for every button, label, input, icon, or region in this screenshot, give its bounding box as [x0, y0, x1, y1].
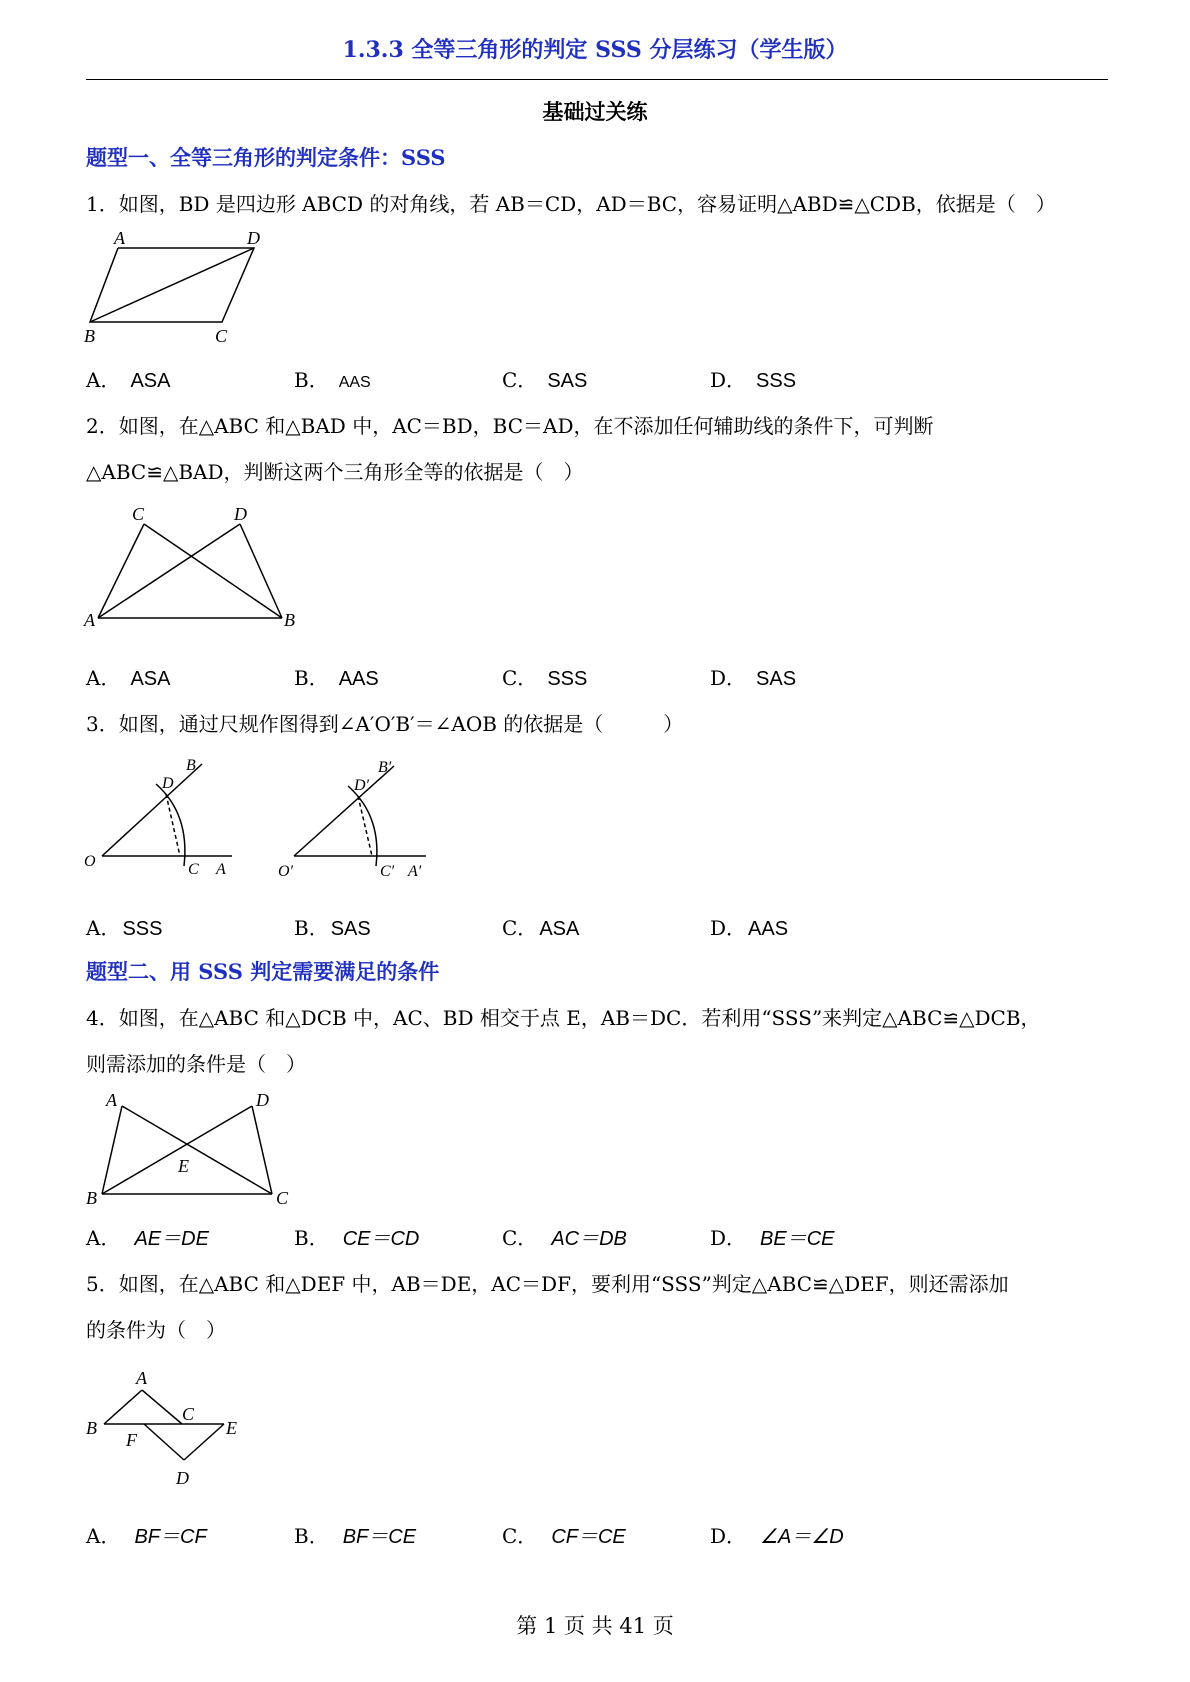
option-value: AE＝DE	[134, 1228, 209, 1250]
segment-ac	[142, 1390, 182, 1424]
question-2-figure	[82, 502, 304, 630]
ray-ob	[102, 764, 202, 856]
question-1-text: 1．如图，BD 是四边形 ABCD 的对角线，若 AB＝CD，AD＝BC，容易证明△ABD≌△CDB，依据是（ ）	[86, 192, 1056, 216]
q4-option-a[interactable]	[86, 1222, 209, 1251]
segment-ab	[104, 1390, 142, 1424]
option-letter: A．	[86, 666, 121, 690]
option-value: ASA	[130, 668, 171, 690]
option-value: AAS	[338, 374, 371, 391]
ray-o-prime-b-prime	[294, 766, 394, 856]
q4-option-d[interactable]	[710, 1222, 835, 1251]
question-2-line2: △ABC≌△BAD，判断这两个三角形全等的依据是（ ）	[86, 460, 584, 484]
option-value: CE＝CD	[342, 1228, 420, 1250]
page-footer: 第 1 页 共 41 页	[516, 1614, 674, 1638]
vertex-label: C	[132, 504, 145, 524]
point-label: A′	[408, 863, 422, 880]
option-value: SAS	[330, 918, 371, 940]
vertex-label: A	[84, 610, 95, 630]
option-letter: A．	[86, 368, 121, 392]
option-letter: C．	[502, 1226, 538, 1250]
q5-option-c[interactable]	[502, 1520, 626, 1549]
option-letter: B．	[294, 1524, 329, 1548]
q2-option-d[interactable]	[710, 662, 796, 691]
option-value: ∠A＝∠D	[760, 1526, 844, 1548]
question-4-line1: 4．如图，在△ABC 和△DCB 中，AC、BD 相交于点 E，AB＝DC．若利用“SSS”来判定△ABC≌△DCB，	[86, 1006, 1041, 1030]
vertex-label: A	[114, 228, 125, 248]
option-value: BE＝CE	[760, 1228, 835, 1250]
question-4-figure	[82, 1090, 302, 1210]
q3-option-d[interactable]	[710, 912, 788, 941]
point-label: C	[188, 861, 199, 878]
vertex-label: F	[126, 1430, 137, 1450]
option-value: SAS	[756, 668, 797, 690]
option-letter: D．	[710, 368, 747, 392]
option-letter: C．	[502, 666, 538, 690]
point-label: B	[186, 757, 196, 774]
vertex-label: B	[84, 326, 95, 346]
point-label: A	[216, 861, 226, 878]
title-divider	[86, 79, 1108, 80]
option-value: BF＝CE	[342, 1526, 417, 1548]
vertex-label: B	[284, 610, 295, 630]
q1-option-d[interactable]	[710, 364, 796, 393]
arc-c-prime-d-prime	[348, 786, 377, 866]
type1-heading: 题型一、全等三角形的判定条件：SSS	[86, 145, 446, 170]
page-title: 1.3.3 全等三角形的判定 SSS 分层练习（学生版）	[342, 37, 848, 63]
option-value: SAS	[547, 370, 588, 392]
segment-de	[184, 1424, 224, 1460]
q5-option-d[interactable]	[710, 1520, 844, 1549]
vertex-label: C	[215, 326, 228, 346]
q2-option-a[interactable]	[86, 662, 170, 691]
option-letter: C．	[502, 916, 538, 940]
segment-ab	[102, 1106, 122, 1194]
option-letter: D．	[710, 1226, 747, 1250]
option-value: CF＝CE	[551, 1526, 626, 1548]
vertex-label: E	[178, 1156, 189, 1176]
option-value: SSS	[756, 370, 797, 392]
q5-option-a[interactable]	[86, 1520, 207, 1549]
point-label: C′	[380, 863, 395, 880]
option-value: AAS	[748, 918, 789, 940]
question-5-line2: 的条件为（ ）	[86, 1318, 226, 1342]
vertex-label: D	[256, 1090, 269, 1110]
option-letter: A．	[86, 1226, 121, 1250]
question-1-figure	[82, 228, 272, 346]
question-5-figure	[82, 1358, 252, 1488]
q2-option-b[interactable]	[294, 662, 379, 691]
vertex-label: D	[176, 1468, 189, 1488]
vertex-label: D	[247, 228, 260, 248]
option-letter: D．	[710, 1524, 747, 1548]
type2-heading: 题型二、用 SSS 判定需要满足的条件	[86, 959, 440, 984]
option-letter: B．	[294, 666, 329, 690]
point-label: O′	[278, 863, 294, 880]
arc-cd	[156, 784, 185, 866]
segment-fd	[144, 1424, 184, 1460]
point-label: O	[84, 853, 96, 870]
q3-option-c[interactable]	[502, 912, 579, 941]
q1-option-c[interactable]	[502, 364, 587, 393]
vertex-label: D	[234, 504, 247, 524]
option-value: SSS	[547, 668, 588, 690]
option-value: BF＝CF	[134, 1526, 207, 1548]
option-value: AAS	[338, 668, 379, 690]
q4-option-c[interactable]	[502, 1222, 627, 1251]
point-label: D	[162, 775, 174, 792]
q1-option-b[interactable]	[294, 364, 371, 393]
option-letter: D．	[710, 916, 747, 940]
option-value: ASA	[130, 370, 171, 392]
option-letter: A．	[86, 1524, 121, 1548]
question-4-line2: 则需添加的条件是（ ）	[86, 1052, 306, 1076]
option-value: AC＝DB	[551, 1228, 627, 1250]
option-letter: D．	[710, 666, 747, 690]
option-letter: C．	[502, 1524, 538, 1548]
option-letter: C．	[502, 368, 538, 392]
point-label: D′	[354, 777, 370, 794]
question-5-line1: 5．如图，在△ABC 和△DEF 中，AB＝DE，AC＝DF，要利用“SSS”判定△ABC≌△DEF，则还需添加	[86, 1272, 1009, 1296]
question-2-line1: 2．如图，在△ABC 和△BAD 中，AC＝BD，BC＝AD，在不添加任何辅助线的条件下，可判断	[86, 414, 934, 438]
option-value: SSS	[122, 918, 163, 940]
q1-option-a[interactable]	[86, 364, 170, 393]
q4-option-b[interactable]	[294, 1222, 419, 1251]
segment-ad	[98, 524, 240, 618]
vertex-label: A	[106, 1090, 117, 1110]
q5-option-b[interactable]	[294, 1520, 416, 1549]
q3-option-a[interactable]	[86, 912, 162, 941]
option-letter: B．	[294, 916, 329, 940]
question-3-figure	[82, 754, 442, 884]
segment-ac	[122, 1106, 272, 1194]
option-letter: B．	[294, 1226, 329, 1250]
q3-option-b[interactable]	[294, 912, 371, 941]
vertex-label: E	[226, 1418, 237, 1438]
option-value: ASA	[539, 918, 580, 940]
section-heading: 基础过关练	[542, 99, 648, 124]
vertex-label: C	[276, 1188, 289, 1208]
vertex-label: C	[182, 1404, 195, 1424]
vertex-label: B	[86, 1418, 97, 1438]
vertex-label: A	[136, 1368, 147, 1388]
segment-bd	[102, 1106, 252, 1194]
point-label: B′	[378, 759, 392, 776]
segment-dc	[252, 1106, 272, 1194]
option-letter: A．	[86, 916, 121, 940]
segment-ac	[98, 524, 144, 618]
q2-option-c[interactable]	[502, 662, 587, 691]
vertex-label: B	[86, 1188, 97, 1208]
question-3-text: 3．如图，通过尺规作图得到∠A′O′B′＝∠AOB 的依据是（ ）	[86, 712, 684, 736]
option-letter: B．	[294, 368, 329, 392]
